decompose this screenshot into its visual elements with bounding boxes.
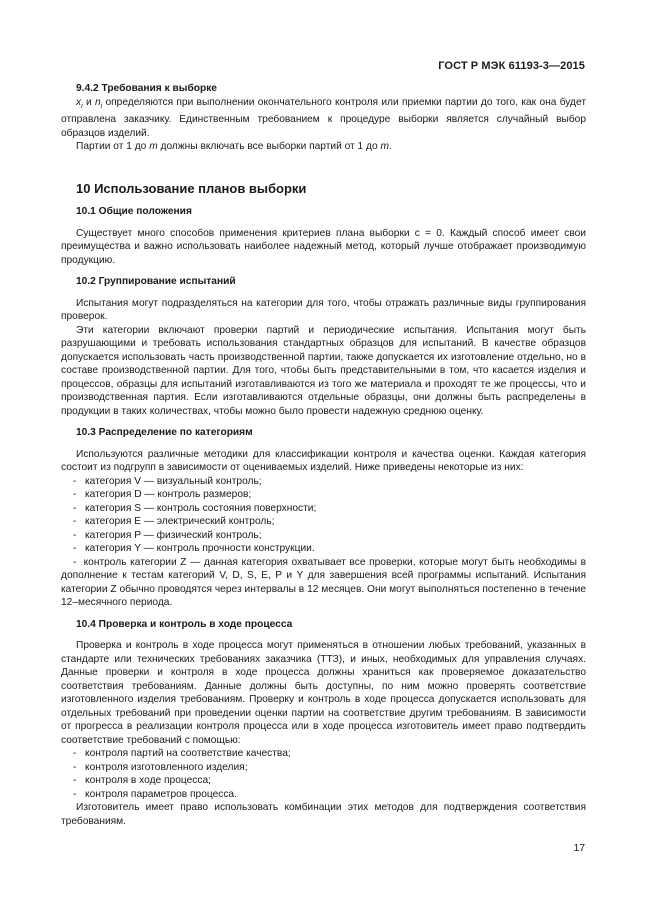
- section-10-4-paragraph-2: Изготовитель имеет право использовать комбинации этих методов для подтверждения соответствия требованиям.: [61, 802, 586, 827]
- section-10-title: 10 Использование планов выборки: [76, 180, 307, 196]
- section-10-2-paragraph-2: Эти категории включают проверки партий и периодические испытания. Испытания могут быть разрушающими и требовать использования стандартных образцов для испытаний. В качестве образцов допускается использовать часть производственной партии, также допускается их изготовление отдельно, но в составе производственной партии. Для того, чтобы быть представительными в том, что касается изделия и процессов, образцы для испытаний изготавливаются из того же материала и проходят те же процессы, что и производственная партия. Если изготавливаются отдельные образцы, они должны быть распределены в продукции в таких количествах, чтобы можно было провести надежную среднюю оценку.: [61, 324, 586, 417]
- list-item: - категория V — визуальный контроль;: [61, 475, 586, 489]
- list-item: - категория S — контроль состояния поверхности;: [61, 502, 586, 516]
- subscript-i-1: i: [81, 102, 83, 110]
- confirmation-methods-list: [61, 747, 586, 801]
- conjunction: и: [82, 96, 95, 108]
- paragraph-text: должны включать все выборки партий от 1 до: [157, 141, 381, 153]
- paragraph-text: .: [388, 141, 392, 153]
- variable-m: m: [380, 141, 389, 153]
- variable-n: n: [94, 96, 101, 108]
- list-item: - контроля партий на соответствие качества;: [61, 747, 586, 761]
- section-10-2-paragraph-1: Испытания могут подразделяться на категории для того, чтобы отражать различные виды группирования проверок.: [61, 297, 586, 323]
- list-item: - контроля параметров процесса.: [61, 788, 586, 802]
- page-number: 17: [573, 843, 585, 854]
- section-10-1-paragraph: Существует много способов применения критериев плана выборки с = 0. Каждый способ имеет свои преимущества и важно использовать наиболее надежный метод, который лучше отображает производимую продукцию.: [61, 227, 586, 266]
- list-item: - контроля в ходе процесса;: [61, 774, 586, 788]
- section-10-4-title: 10.4 Проверка и контроль в ходе процесса: [76, 618, 293, 630]
- list-item: - категория P — физический контроль;: [61, 529, 586, 543]
- paragraph-text: определяются при выполнении окончательного контроля или приемки партии до того, как она будет отправлена заказчику. Единственным требованием к процедуре выборки является случайный выбор образцов изделий.: [61, 96, 586, 139]
- page-content: [61, 82, 586, 828]
- section-9-4-2-title: 9.4.2 Требования к выборке: [76, 83, 217, 94]
- list-item: - категория E — электрический контроль;: [61, 515, 586, 529]
- list-item: контроль категории Z — данная категория охватывает все проверки, которые могут быть необходимы в дополнение к тестам категорий V, D, S, E, P и Y для завершения всей программы испытаний. Испытания категории Z обычно проводятся через интервалы в 12 месяцев. Они могут выполняться постепенно в течение 12–месячного периода.: [61, 556, 586, 609]
- category-list: [61, 475, 586, 556]
- variable-m: m: [149, 141, 158, 153]
- standard-header: ГОСТ Р МЭК 61193-3—2015: [438, 60, 585, 72]
- list-item: - категория Y — контроль прочности конструкции.: [61, 542, 586, 556]
- section-10-3-paragraph: Используются различные методики для классификации контроля и качества оценки. Каждая категория состоит из подгрупп в зависимости от оцениваемых изделий. Ниже приведены некоторые из них:: [61, 448, 586, 474]
- variable-x: x: [76, 96, 82, 108]
- list-item: - категория D — контроль размеров;: [61, 488, 586, 502]
- section-9-4-2-paragraph-2: [61, 140, 586, 154]
- category-z-paragraph: - контроль категории Z — данная категория охватывает все проверки, которые могут быть необходимы в дополнение к тестам категорий V, D, S, E, P и Y для завершения всей программы испытаний. Испытания категории Z обычно проводятся через интервалы в 12 месяцев. Они могут выполняться постепенно в течение 12–месячного периода.: [61, 556, 586, 609]
- subscript-i-2: i: [100, 102, 103, 110]
- paragraph-text: Партии от 1 до: [76, 141, 150, 153]
- section-10-4-paragraph-1: Проверка и контроль в ходе процесса могут применяться в отношении любых требований, указанных в стандарте или технических требованиях заказчика (ТТЗ), и иных, необходимых для управления случаях. Данные проверки и контроля в ходе процесса должны храниться как проверяемое доказательство соответствия требованиям. Данные должны быть доступны, по ним можно проверять соответствие изготовленного изделия требованиям. Проверку и контроль в ходе процесса допускается использовать для отдельных требований при проведении оценки партии на соответствие другим требованиям. В зависимости от прогресса в реализации контроля процесса или в ходе процесса изготовитель имеет право подтвердить соответствие требований с помощью:: [61, 640, 586, 746]
- list-item: - контроля изготовленного изделия;: [61, 761, 586, 775]
- section-9-4-2-paragraph-1: [61, 96, 586, 141]
- section-10-1-title: 10.1 Общие положения: [76, 206, 192, 218]
- section-10-3-title: 10.3 Распределение по категориям: [76, 427, 253, 439]
- section-10-2-title: 10.2 Группирование испытаний: [76, 276, 236, 288]
